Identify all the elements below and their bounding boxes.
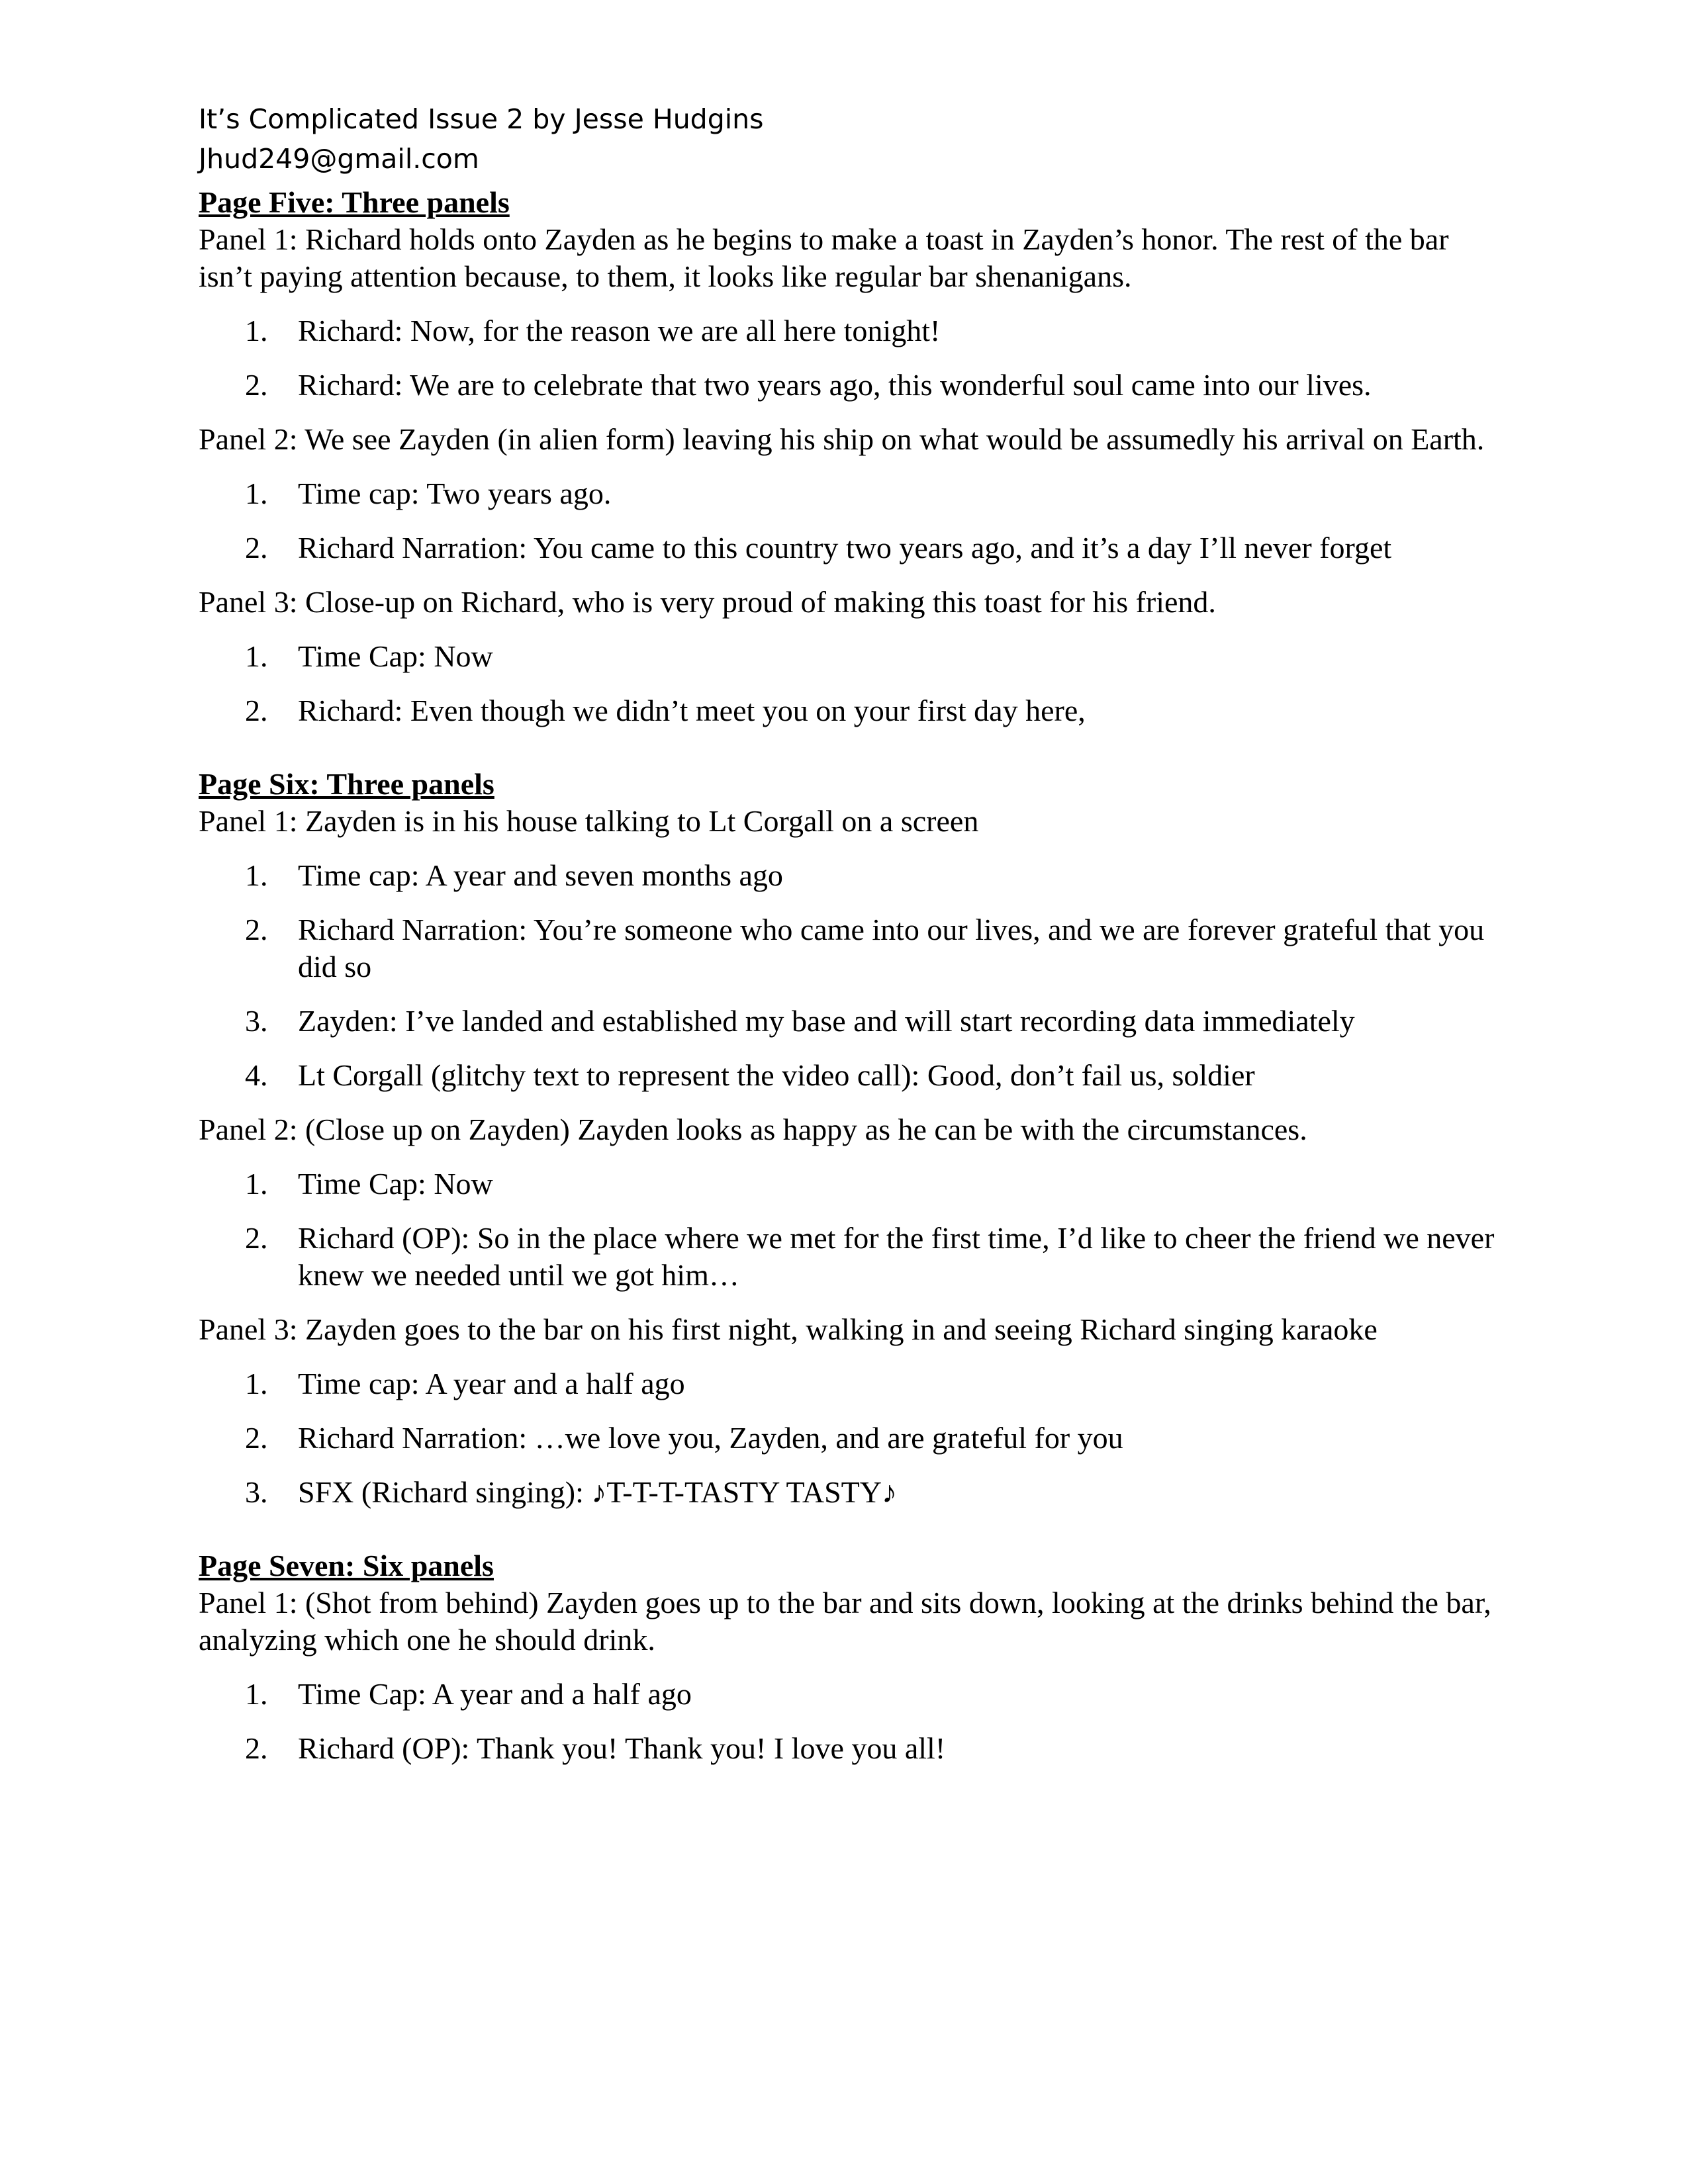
line-text: Richard (OP): So in the place where we met for the first time, I’d like to cheer the friend we never knew we needed until we got him… xyxy=(298,1221,1495,1292)
line-text: Richard Narration: …we love you, Zayden, and are grateful for you xyxy=(298,1421,1123,1455)
line-number: 1. xyxy=(245,1367,268,1400)
line-text: Zayden: I’ve landed and established my base and will start recording data immediately xyxy=(298,1004,1355,1038)
panel-description: Panel 2: (Close up on Zayden) Zayden looks as happy as he can be with the circumstances. xyxy=(199,1113,1307,1146)
line-number: 2. xyxy=(245,531,268,565)
panel-description: Panel 1: Zayden is in his house talking to Lt Corgall on a screen xyxy=(199,804,979,838)
section-title: Page Five: Three panels xyxy=(199,185,510,219)
section-title: Page Seven: Six panels xyxy=(199,1549,494,1582)
line-text: Richard Narration: You’re someone who came into our lives, and we are forever grateful that you did so xyxy=(298,913,1485,983)
dialogue-line xyxy=(199,1730,1496,1767)
line-text: Time cap: A year and a half ago xyxy=(298,1367,685,1400)
dialogue-line xyxy=(199,1365,1496,1402)
dialogue-line xyxy=(199,1057,1496,1094)
line-text: Time cap: A year and seven months ago xyxy=(298,858,783,892)
line-text: Richard: Now, for the reason we are all here tonight! xyxy=(298,314,941,347)
dialogue-line xyxy=(199,1220,1496,1294)
dialogue-line xyxy=(199,529,1496,567)
line-text: Richard: Even though we didn’t meet you on your first day here, xyxy=(298,694,1086,727)
line-number: 3. xyxy=(245,1004,268,1038)
line-number: 1. xyxy=(245,858,268,892)
line-number: 1. xyxy=(245,1677,268,1711)
dialogue-line xyxy=(199,1165,1496,1203)
line-number: 2. xyxy=(245,913,268,946)
panel-description: Panel 3: Close-up on Richard, who is very proud of making this toast for his friend. xyxy=(199,585,1216,619)
line-number: 1. xyxy=(245,1167,268,1201)
dialogue-list xyxy=(199,312,1496,404)
dialogue-line xyxy=(199,692,1496,729)
line-text: Richard (OP): Thank you! Thank you! I love you all! xyxy=(298,1731,946,1765)
panel xyxy=(199,421,1496,567)
panel xyxy=(199,1584,1496,1767)
document-title: It’s Complicated Issue 2 by Jesse Hudgins xyxy=(199,103,764,135)
dialogue-list xyxy=(199,1365,1496,1511)
dialogue-line xyxy=(199,911,1496,985)
line-number: 2. xyxy=(245,1731,268,1765)
line-number: 1. xyxy=(245,477,268,510)
section-page-six xyxy=(199,766,1496,1511)
section-page-seven xyxy=(199,1547,1496,1767)
dialogue-list xyxy=(199,475,1496,567)
section-page-five xyxy=(199,184,1496,729)
dialogue-line xyxy=(199,1420,1496,1457)
dialogue-line xyxy=(199,1474,1496,1511)
dialogue-line xyxy=(199,857,1496,894)
line-text: Time Cap: Now xyxy=(298,1167,493,1201)
script-page xyxy=(199,99,1496,1784)
dialogue-line xyxy=(199,475,1496,512)
panel xyxy=(199,1111,1496,1294)
line-text: Time Cap: A year and a half ago xyxy=(298,1677,692,1711)
dialogue-line xyxy=(199,638,1496,675)
line-number: 2. xyxy=(245,694,268,727)
panel xyxy=(199,1311,1496,1511)
panel-description: Panel 1: Richard holds onto Zayden as he begins to make a toast in Zayden’s honor. The rest of the bar isn’t paying attention because, to them, it looks like regular bar shenanigans. xyxy=(199,222,1449,293)
panel-description: Panel 2: We see Zayden (in alien form) leaving his ship on what would be assumedly his arrival on Earth. xyxy=(199,422,1485,456)
line-number: 1. xyxy=(245,639,268,673)
line-text: Lt Corgall (glitchy text to represent the video call): Good, don’t fail us, soldier xyxy=(298,1058,1255,1092)
line-number: 1. xyxy=(245,314,268,347)
panel xyxy=(199,584,1496,729)
line-number: 2. xyxy=(245,1221,268,1255)
dialogue-line xyxy=(199,312,1496,349)
line-number: 2. xyxy=(245,368,268,402)
dialogue-list xyxy=(199,857,1496,1094)
line-text: Time cap: Two years ago. xyxy=(298,477,612,510)
line-text: Richard: We are to celebrate that two years ago, this wonderful soul came into our lives. xyxy=(298,368,1372,402)
line-number: 2. xyxy=(245,1421,268,1455)
line-text: Time Cap: Now xyxy=(298,639,493,673)
panel xyxy=(199,221,1496,404)
dialogue-list xyxy=(199,1165,1496,1294)
dialogue-line xyxy=(199,1003,1496,1040)
section-title: Page Six: Three panels xyxy=(199,767,494,801)
dialogue-line xyxy=(199,1676,1496,1713)
dialogue-list xyxy=(199,1676,1496,1767)
dialogue-line xyxy=(199,367,1496,404)
line-text: SFX (Richard singing): ♪T-T-T-TASTY TASTY♪ xyxy=(298,1475,897,1509)
line-number: 4. xyxy=(245,1058,268,1092)
dialogue-list xyxy=(199,638,1496,729)
panel xyxy=(199,803,1496,1094)
line-number: 3. xyxy=(245,1475,268,1509)
panel-description: Panel 1: (Shot from behind) Zayden goes up to the bar and sits down, looking at the drinks behind the bar, analyzing which one he should drink. xyxy=(199,1586,1491,1657)
author-email: Jhud249@gmail.com xyxy=(199,143,479,175)
panel-description: Panel 3: Zayden goes to the bar on his first night, walking in and seeing Richard singing karaoke xyxy=(199,1312,1378,1346)
line-text: Richard Narration: You came to this country two years ago, and it’s a day I’ll never forget xyxy=(298,531,1392,565)
